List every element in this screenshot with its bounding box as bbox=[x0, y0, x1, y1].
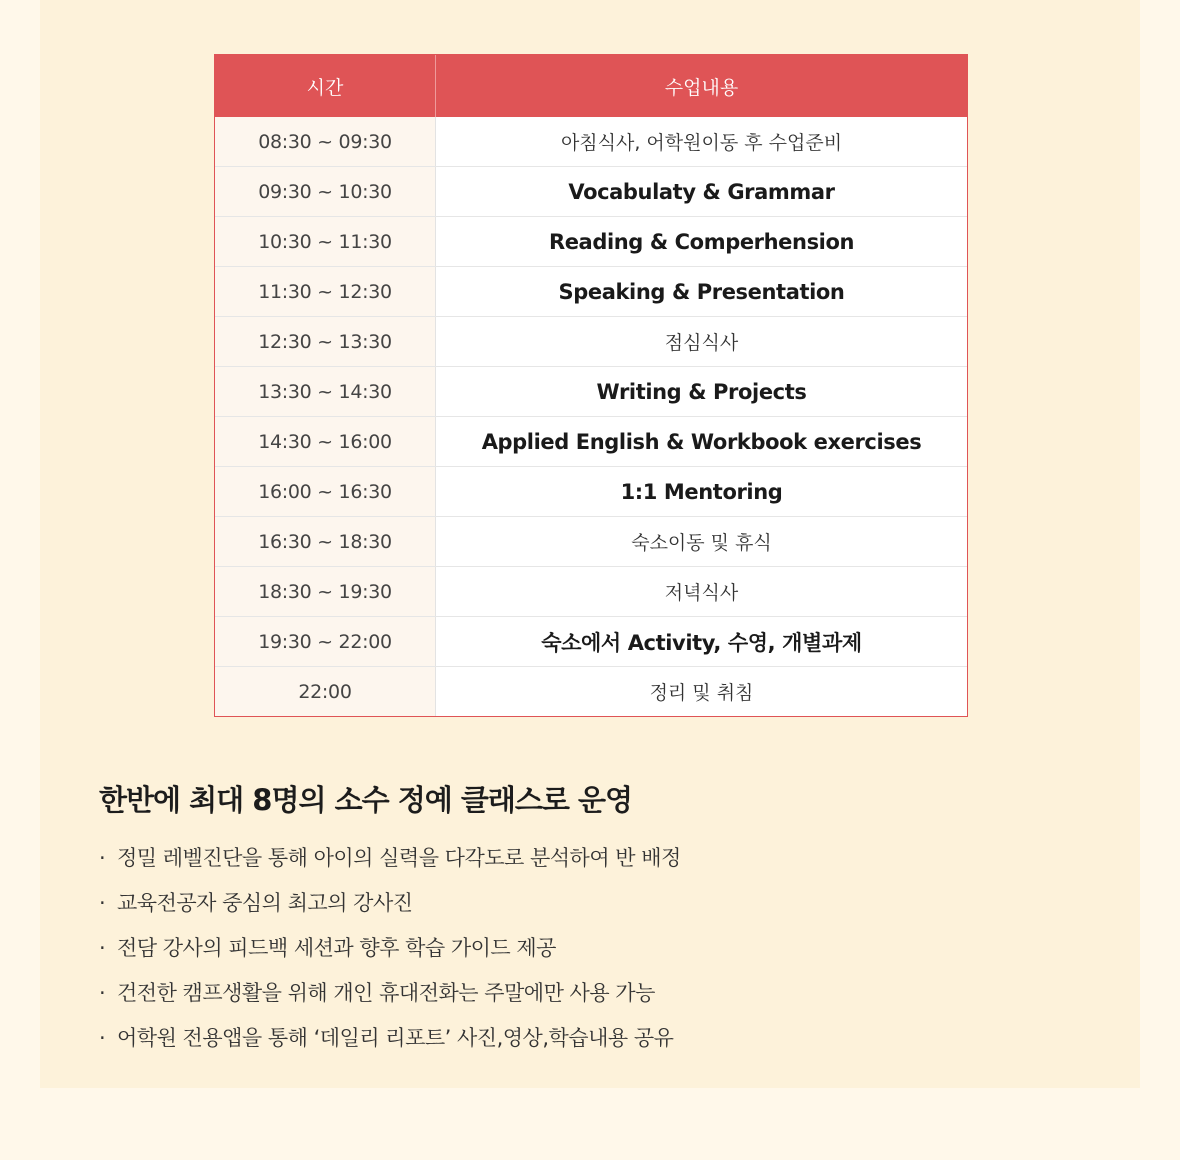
time-cell: 12:30 ~ 13:30 bbox=[215, 317, 436, 367]
time-cell: 08:30 ~ 09:30 bbox=[215, 117, 436, 167]
time-cell: 11:30 ~ 12:30 bbox=[215, 267, 436, 317]
header-time: 시간 bbox=[215, 55, 436, 117]
schedule-table bbox=[215, 55, 967, 716]
bullet-icon: · bbox=[99, 1026, 106, 1050]
schedule-row bbox=[215, 617, 967, 667]
info-list bbox=[99, 838, 681, 1063]
content-cell: Writing & Projects bbox=[436, 367, 968, 417]
schedule-header-row bbox=[215, 55, 967, 117]
info-list-item bbox=[99, 883, 681, 928]
info-item-text: 교육전공자 중심의 최고의 강사진 bbox=[117, 891, 413, 915]
info-item-text: 건전한 캠프생활을 위해 개인 휴대전화는 주말에만 사용 가능 bbox=[117, 981, 655, 1005]
bullet-icon: · bbox=[99, 846, 106, 870]
schedule-row bbox=[215, 217, 967, 267]
content-cell: 숙소에서 Activity, 수영, 개별과제 bbox=[436, 617, 968, 667]
schedule-row bbox=[215, 517, 967, 567]
content-cell: 정리 및 취침 bbox=[649, 682, 754, 704]
bullet-icon: · bbox=[99, 936, 106, 960]
schedule-row bbox=[215, 467, 967, 517]
bullet-icon: · bbox=[99, 891, 106, 915]
time-cell: 14:30 ~ 16:00 bbox=[215, 417, 436, 467]
content-panel bbox=[40, 0, 1140, 1088]
info-item-text: 전담 강사의 피드백 세션과 향후 학습 가이드 제공 bbox=[117, 936, 556, 960]
schedule-row bbox=[215, 317, 967, 367]
header-content: 수업내용 bbox=[436, 55, 968, 117]
content-cell: Reading & Comperhension bbox=[436, 217, 968, 267]
info-item-text: 어학원 전용앱을 통해 ‘데일리 리포트’ 사진,영상,학습내용 공유 bbox=[117, 1026, 674, 1050]
bullet-icon: · bbox=[99, 981, 106, 1005]
content-cell: 숙소이동 및 휴식 bbox=[436, 517, 968, 567]
time-cell: 22:00 bbox=[215, 667, 436, 717]
schedule-row bbox=[215, 567, 967, 617]
content-cell: Vocabulaty & Grammar bbox=[436, 167, 968, 217]
time-cell: 16:00 ~ 16:30 bbox=[215, 467, 436, 517]
schedule-body bbox=[215, 117, 967, 716]
schedule-row bbox=[215, 417, 967, 467]
time-cell: 16:30 ~ 18:30 bbox=[215, 517, 436, 567]
schedule-row bbox=[215, 167, 967, 217]
info-list-item bbox=[99, 1018, 681, 1063]
info-list-item bbox=[99, 928, 681, 973]
info-list-item bbox=[99, 838, 681, 883]
time-cell: 09:30 ~ 10:30 bbox=[215, 167, 436, 217]
content-cell: Applied English & Workbook exercises bbox=[436, 417, 968, 467]
info-title: 한반에 최대 8명의 소수 정예 클래스로 운영 bbox=[99, 783, 632, 817]
time-cell: 18:30 ~ 19:30 bbox=[215, 567, 436, 617]
info-list-item bbox=[99, 973, 681, 1018]
schedule-row bbox=[215, 667, 967, 717]
time-cell: 13:30 ~ 14:30 bbox=[215, 367, 436, 417]
time-cell: 10:30 ~ 11:30 bbox=[215, 217, 436, 267]
content-cell: 1:1 Mentoring bbox=[436, 467, 968, 517]
schedule-row bbox=[215, 367, 967, 417]
time-cell: 19:30 ~ 22:00 bbox=[215, 617, 436, 667]
content-cell: Speaking & Presentation bbox=[436, 267, 968, 317]
schedule-row bbox=[215, 117, 967, 167]
info-item-text: 정밀 레벨진단을 통해 아이의 실력을 다각도로 분석하여 반 배정 bbox=[117, 846, 681, 870]
content-cell: 점심식사 bbox=[436, 317, 968, 367]
schedule-row bbox=[215, 267, 967, 317]
content-cell: 저녁식사 bbox=[436, 567, 968, 617]
content-cell: 아침식사, 어학원이동 후 수업준비 bbox=[436, 117, 968, 167]
